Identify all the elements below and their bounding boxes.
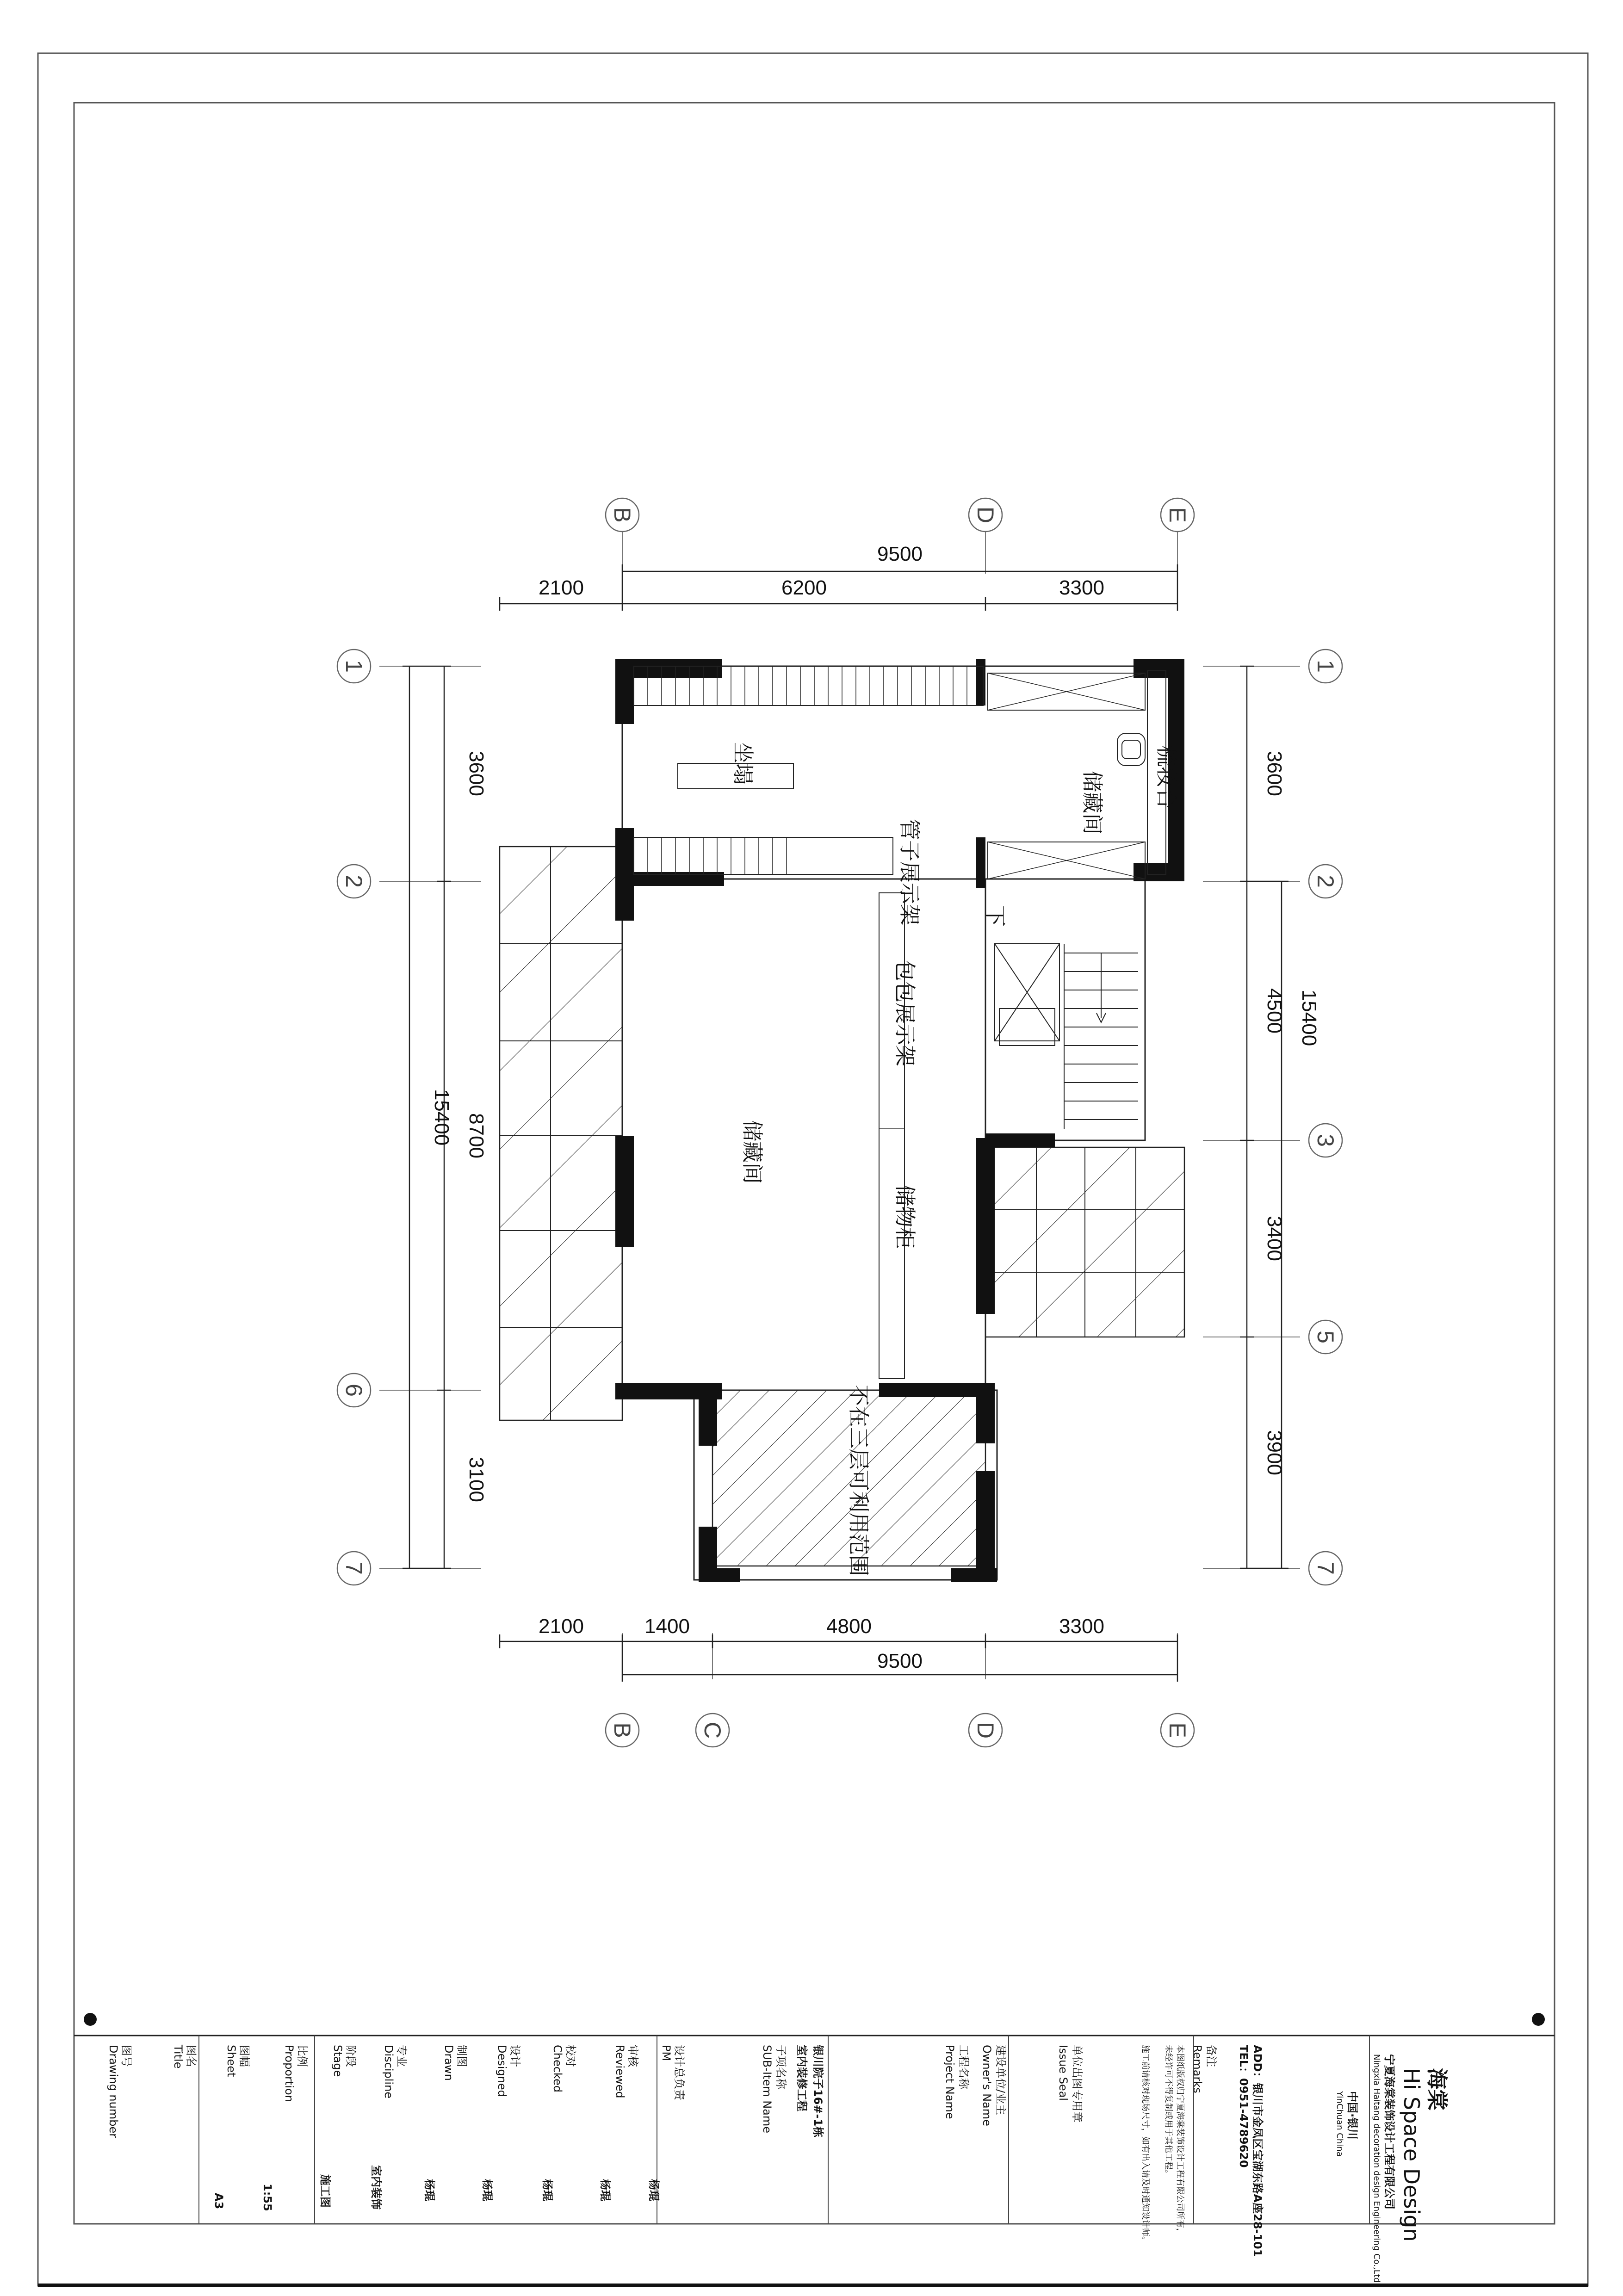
axis-bottom-e: E <box>1165 1722 1190 1738</box>
room-label-storage-main: 储藏间 <box>740 1120 765 1184</box>
room-label-storage-cabinet: 储物柜 <box>892 1185 917 1249</box>
drawn-value: 杨琨 <box>423 2179 436 2201</box>
dim-left-total: 15400 <box>430 1089 453 1146</box>
dim-right-4: 3900 <box>1263 1430 1286 1475</box>
chair-icon <box>1117 733 1145 766</box>
room-label-not-usable: 不在三层可利用范围 <box>846 1385 871 1576</box>
pm-en: PM <box>660 2045 673 2061</box>
axis-bottom-c: C <box>700 1721 725 1739</box>
dim-top-3: 3300 <box>1059 576 1104 599</box>
drawing-number-cn: 图号 <box>120 2045 133 2067</box>
axis-bottom-d: D <box>973 1721 998 1739</box>
dim-right-3: 3400 <box>1263 1216 1286 1261</box>
axis-top-b: B <box>609 507 635 523</box>
dim-bottom-4: 3300 <box>1059 1615 1104 1638</box>
dim-bottom-1: 2100 <box>539 1615 584 1638</box>
logo-text: 海棠 <box>1425 2068 1450 2110</box>
axis-top-e: E <box>1165 507 1190 523</box>
pm-value: 杨琨 <box>647 2179 660 2201</box>
inner-border <box>74 103 1555 2224</box>
city-en: YinChuan China <box>1335 2091 1344 2157</box>
reviewed-cn: 审核 <box>626 2045 639 2067</box>
tel: TEL：0951-4789620 <box>1237 2045 1250 2168</box>
axis-left-7: 7 <box>341 1562 367 1575</box>
axis-top-d: D <box>973 506 998 524</box>
checked-value: 杨琨 <box>541 2179 554 2201</box>
axis-left-6: 6 <box>341 1384 367 1397</box>
reviewed-value: 杨琨 <box>599 2179 612 2201</box>
remarks-cn: 备注 <box>1205 2045 1218 2067</box>
dim-bottom-2: 1400 <box>644 1615 690 1638</box>
sub-item-cn: 子项名称 <box>774 2045 787 2089</box>
issue-seal-en: Issue Seal <box>1057 2045 1070 2101</box>
reviewed-en: Reviewed <box>613 2045 626 2098</box>
axis-right-7: 7 <box>1313 1562 1338 1575</box>
axis-bottom-b: B <box>609 1722 635 1738</box>
logo-en: Hi Space Design <box>1399 2068 1424 2242</box>
axis-right-5: 5 <box>1313 1331 1338 1343</box>
proportion-cn: 比例 <box>296 2045 309 2067</box>
dim-top-1: 2100 <box>539 576 584 599</box>
sheet-en: Sheet <box>225 2045 238 2077</box>
sub-item-value-1: 银川院子16#-1栋 <box>812 2045 824 2138</box>
room-label-storage-top: 储藏间 <box>1080 771 1105 835</box>
issue-seal-cn: 单位出图专用章 <box>1071 2045 1084 2123</box>
dim-bottom-total: 9500 <box>877 1650 923 1672</box>
dim-left-3: 3100 <box>465 1457 488 1502</box>
axis-right-2: 2 <box>1313 875 1338 888</box>
owner-cn: 建设单位/业主 <box>994 2045 1007 2116</box>
checked-cn: 校对 <box>564 2045 577 2067</box>
remarks-note-2: 未经许可不得复制或用于其他工程。 <box>1164 2045 1173 2178</box>
stage-cn: 阶段 <box>344 2045 357 2067</box>
discipline-value: 室内装饰 <box>370 2165 383 2209</box>
axis-left-1: 1 <box>341 660 367 673</box>
axis-right-3: 3 <box>1313 1134 1338 1147</box>
proportion-value: 1:55 <box>261 2184 274 2211</box>
room-label-display-rack: 管子展示架 <box>897 819 922 925</box>
remarks-note-3: 施工前请核对现场尺寸，如有出入请及时通知设计师。 <box>1140 2045 1150 2245</box>
right-glass-terrace <box>985 1147 1184 1337</box>
stage-en: Stage <box>331 2045 344 2077</box>
sheet-value: A3 <box>212 2193 225 2209</box>
designed-en: Designed <box>496 2045 508 2097</box>
sub-item-value-2: 室内装修工程 <box>795 2045 808 2111</box>
room-label-seat: 坐塌 <box>731 742 756 785</box>
pm-cn: 设计总负责 <box>673 2045 686 2100</box>
remarks-en: Remarks <box>1191 2045 1204 2093</box>
dim-right-1: 3600 <box>1263 751 1286 796</box>
stage-value: 施工图 <box>319 2174 332 2208</box>
title-en: Title <box>172 2045 185 2069</box>
owner-en: Owner's Name <box>980 2045 993 2126</box>
room-label-bag-rack: 包包展示架 <box>892 960 917 1066</box>
discipline-cn: 专业 <box>395 2045 408 2067</box>
room-label-stair-down: 下 <box>983 905 1008 927</box>
drawn-cn: 制图 <box>455 2045 468 2067</box>
dim-right-2: 4500 <box>1263 988 1286 1034</box>
checked-en: Checked <box>551 2045 564 2092</box>
sheet-cn: 图幅 <box>238 2045 251 2067</box>
project-en: Project Name <box>943 2045 956 2119</box>
project-cn: 工程名称 <box>957 2045 970 2089</box>
company-cn: 宁夏海棠装饰设计工程有限公司 <box>1383 2054 1396 2209</box>
dim-right-total: 15400 <box>1298 989 1320 1046</box>
dim-top-2: 6200 <box>781 576 827 599</box>
drawn-en: Drawn <box>442 2045 455 2081</box>
title-block <box>74 2013 1555 2283</box>
left-glass-terrace <box>500 847 622 1420</box>
outer-border <box>38 53 1588 2286</box>
designed-value: 杨琨 <box>481 2179 494 2201</box>
title-cn: 图名 <box>185 2045 198 2067</box>
remarks-note-1: 本图纸版权归宁夏海棠装饰设计工程有限公司所有， <box>1175 2045 1185 2236</box>
room-label-dresser: 梳妆台 <box>1154 745 1179 809</box>
company-en: Ningxia Haitang decoration design Engineering Co.,Ltd <box>1372 2054 1381 2283</box>
address: ADD：银川市金凤区宝湖东路A座28-101 <box>1251 2045 1264 2257</box>
dim-left-1: 3600 <box>465 751 488 796</box>
axis-right-1: 1 <box>1313 660 1338 673</box>
dim-bottom-3: 4800 <box>826 1615 872 1638</box>
dim-left-2: 8700 <box>465 1113 488 1158</box>
sub-item-en: SUB-Item Name <box>761 2045 774 2133</box>
axis-left-2: 2 <box>341 875 367 888</box>
drawing-number-en: Drawing number <box>107 2045 120 2138</box>
proportion-en: Proportion <box>283 2045 296 2102</box>
discipline-en: Discipline <box>382 2045 395 2099</box>
floor-plan <box>337 498 1342 1747</box>
dim-top-total: 9500 <box>877 543 923 565</box>
designed-cn: 设计 <box>508 2045 521 2067</box>
city-cn: 中国·银川 <box>1346 2091 1359 2140</box>
